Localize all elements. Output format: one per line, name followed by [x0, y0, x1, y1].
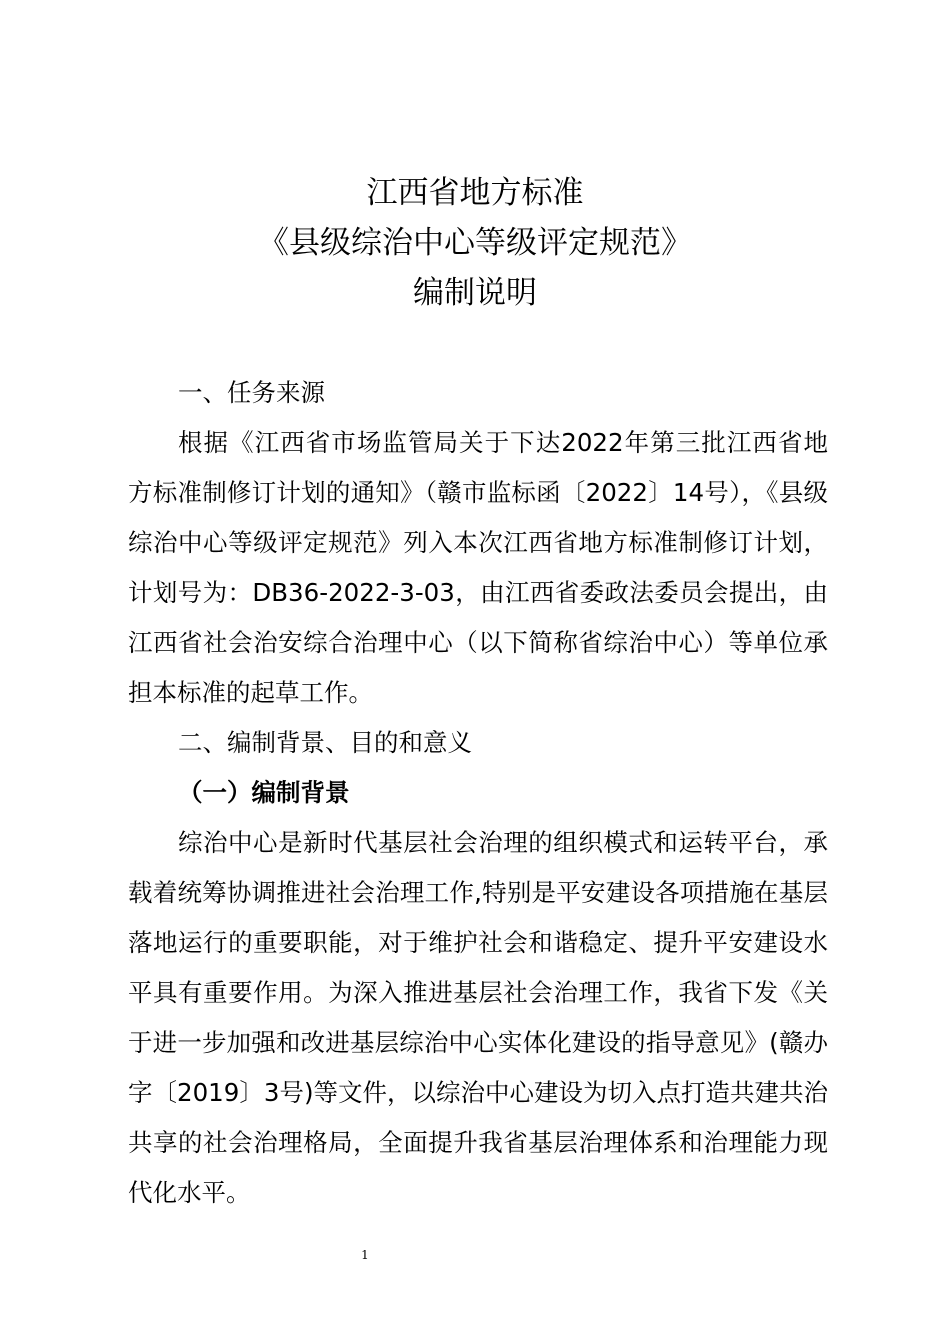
section-heading-task-source: 一、任务来源	[178, 378, 325, 407]
document-body	[128, 368, 828, 1218]
page-number: 1	[361, 1248, 369, 1262]
document-title-line-2: 《县级综治中心等级评定规范》	[258, 225, 692, 261]
section-heading-background: 二、编制背景、目的和意义	[178, 728, 472, 757]
paragraph-task-source: 根据《江西省市场监管局关于下达2022年第三批江西省地方标准制修订计划的通知》（赣市监标函〔2022〕14号），《县级综治中心等级评定规范》列入本次江西省地方标准制修订计划，计划号为：DB36-2022-3-03，由江西省委政法委员会提出，由江西省社会治安综合治理中心（以下简称省综治中心）等单位承担本标准的起草工作。	[128, 428, 828, 707]
document-title-line-3: 编制说明	[413, 275, 537, 311]
document-title-line-1: 江西省地方标准	[366, 175, 584, 211]
subheading-background: （一）编制背景	[178, 778, 350, 807]
paragraph-background: 综治中心是新时代基层社会治理的组织模式和运转平台，承载着统筹协调推进社会治理工作,特别是平安建设各项措施在基层落地运行的重要职能，对于维护社会和谐稳定、提升平安建设水平具有重要作用。为深入推进基层社会治理工作，我省下发《关于进一步加强和改进基层综治中心实体化建设的指导意见》(赣办字〔2019〕3号)等文件，以综治中心建设为切入点打造共建共治共享的社会治理格局，全面提升我省基层治理体系和治理能力现代化水平。	[128, 828, 828, 1207]
